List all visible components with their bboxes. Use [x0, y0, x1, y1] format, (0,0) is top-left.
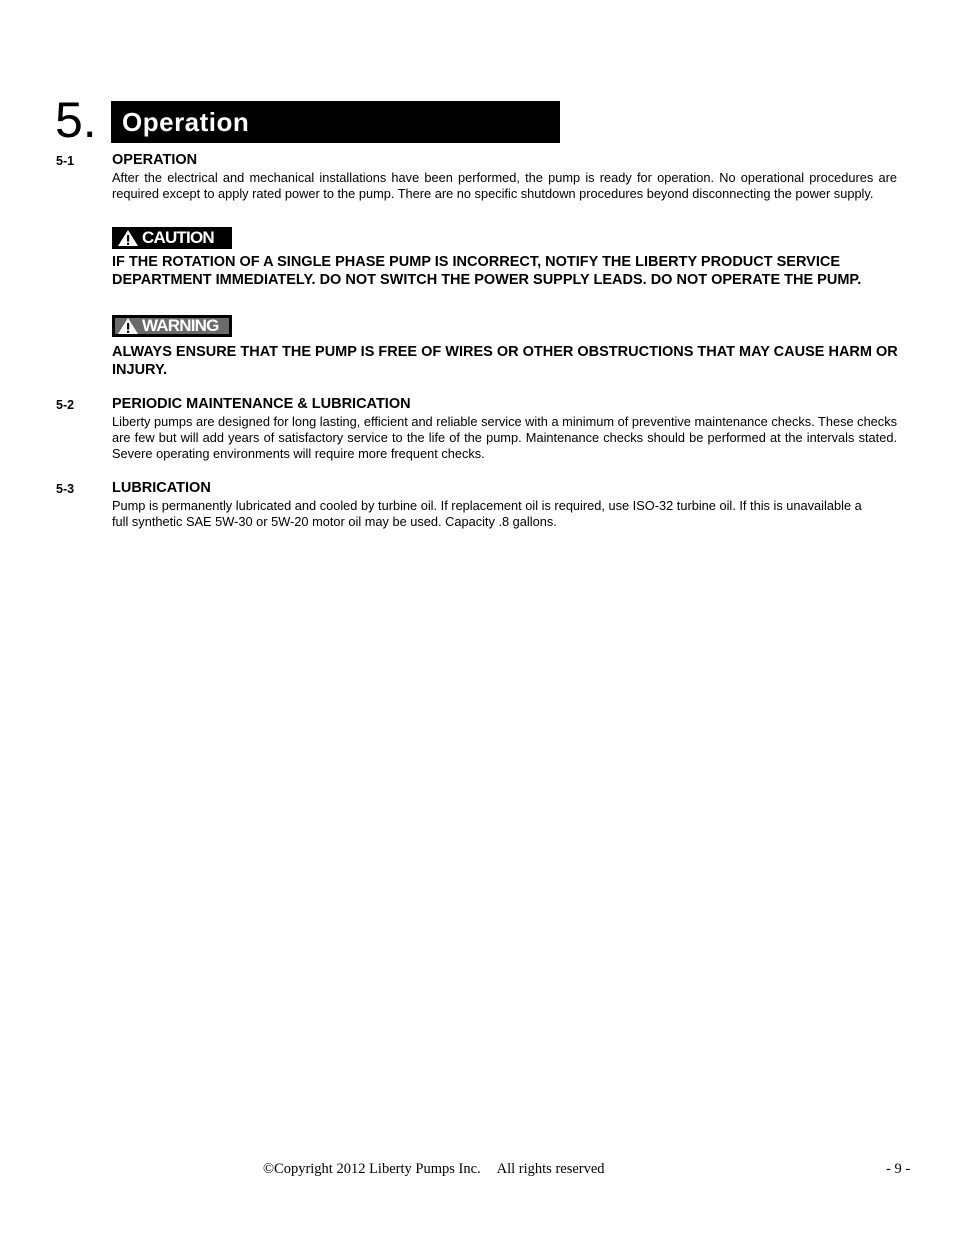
warning-badge	[112, 315, 232, 337]
section-number-5-3: 5-3	[56, 482, 75, 496]
section-title-maintenance: PERIODIC MAINTENANCE & LUBRICATION	[112, 396, 411, 412]
section-number-5-1: 5-1	[56, 154, 75, 168]
warning-label: WARNING	[142, 316, 219, 335]
chapter-title-bar	[111, 101, 560, 143]
section-title-operation: OPERATION	[112, 152, 198, 168]
section-body-lubrication: Pump is permanently lubricated and cooled by turbine oil. If replacement oil is required, use ISO-32 turbine oil. If this is unavailable a full synthetic SAE 5W-30 or 5W-20 motor oil may be used. Capacity .8 gallons.	[112, 498, 862, 529]
rights-text: All rights reserved	[496, 1161, 605, 1177]
warning-triangle-icon	[117, 229, 139, 247]
section-body-maintenance: Liberty pumps are designed for long lasting, efficient and reliable service with a minimum of preventive maintenance checks. These checks are few but will add years of satisfactory service to the life of the pump. Maintenance checks should be performed at the intervals stated. Severe operating environments will require more frequent checks.	[112, 414, 897, 461]
section-number-5-2: 5-2	[56, 398, 75, 412]
page-number: - 9 -	[886, 1161, 911, 1177]
warning-text: ALWAYS ENSURE THAT THE PUMP IS FREE OF WIRES OR OTHER OBSTRUCTIONS THAT MAY CAUSE HARM OR INJURY.	[112, 344, 898, 378]
section-body-operation: After the electrical and mechanical installations have been performed, the pump is ready for operation. No operational procedures are required except to apply rated power to the pump. There are no specific shutdown procedures beyond disconnecting the power supply.	[112, 170, 897, 201]
footer-copyright	[263, 1161, 605, 1177]
warning-triangle-icon	[117, 317, 139, 335]
chapter-number: 5.	[55, 92, 97, 148]
caution-text: IF THE ROTATION OF A SINGLE PHASE PUMP IS INCORRECT, NOTIFY THE LIBERTY PRODUCT SERVICE DEPARTMENT IMMEDIATELY. DO NOT SWITCH THE POWER SUPPLY LEADS. DO NOT OPERATE THE PUMP.	[112, 254, 862, 288]
chapter-title: Operation	[122, 107, 250, 137]
caution-label: CAUTION	[142, 228, 214, 247]
section-title-lubrication: LUBRICATION	[112, 480, 211, 496]
caution-badge	[112, 227, 232, 249]
copyright-text: ©Copyright 2012 Liberty Pumps Inc.	[263, 1161, 481, 1177]
